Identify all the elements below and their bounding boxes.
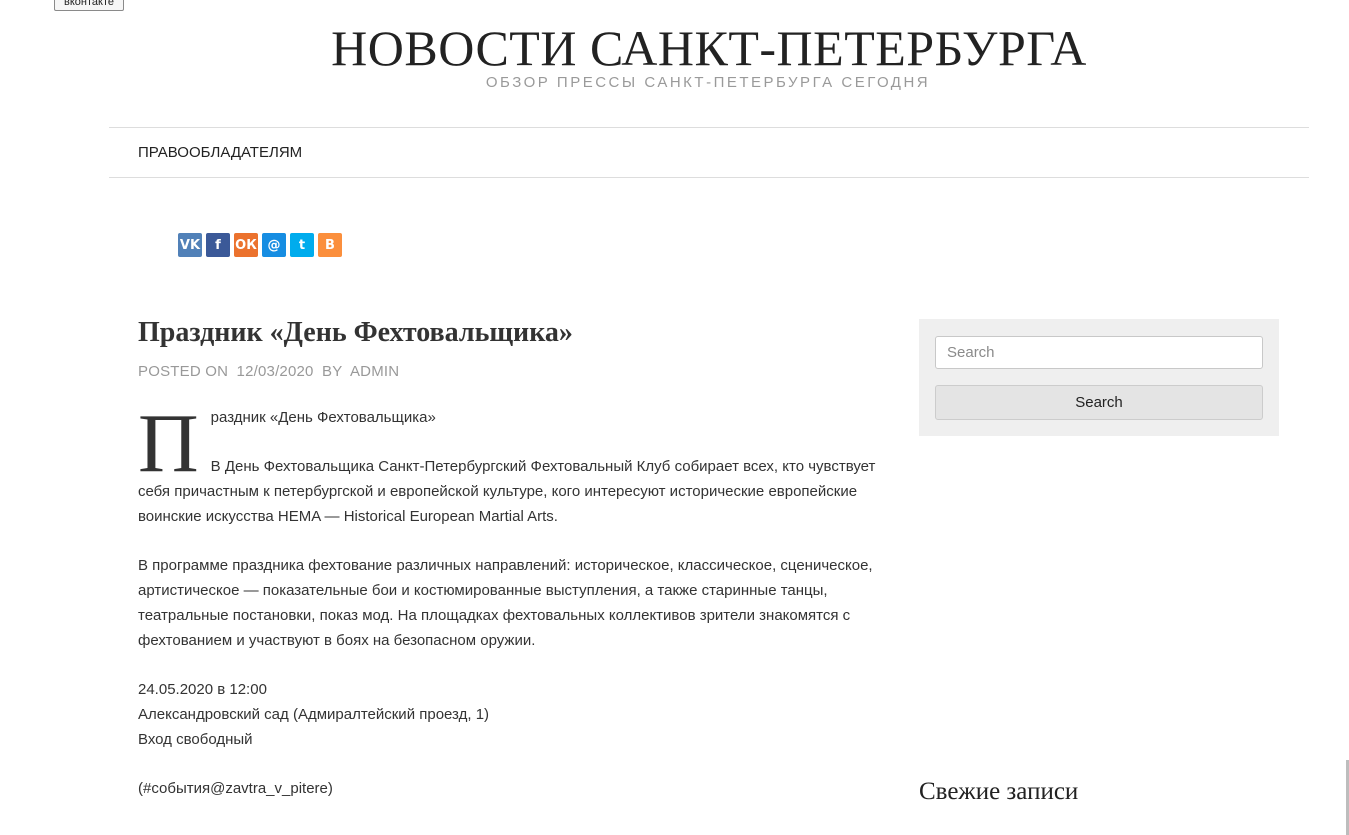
facebook-icon[interactable]: f [206,233,230,257]
search-input[interactable] [935,336,1263,369]
post-author-link[interactable]: ADMIN [349,363,400,380]
event-entry: Вход свободный [138,731,253,748]
moimir-icon[interactable]: @ [262,233,286,257]
post-first-line: раздник «День Фехтовальщика» [210,409,436,426]
blogger-icon[interactable]: B [318,233,342,257]
post-content [138,397,886,825]
event-details [138,677,886,752]
post-meta [138,363,403,381]
odnoklassniki-icon[interactable]: ОК [234,233,258,257]
dropcap: П [138,397,199,490]
vkontakte-tab[interactable]: вконтакте [54,0,124,11]
post-title[interactable]: Праздник «День Фехтовальщика» [138,317,573,348]
post-paragraph: В День Фехтовальщика Санкт-Петербургский Фехтовальный Клуб собирает всех, кто чувствует себя причастным к петербургской и европейской культуре, кого интересуют исторические европейские воинские искусства HEMA — Historical European Martial Arts. [138,458,876,525]
event-place: Александровский сад (Адмиралтейский проезд, 1) [138,706,490,723]
main-nav [109,127,1309,178]
search-button[interactable]: Search [935,385,1263,420]
nav-item-copyright-holders[interactable]: ПРАВООБЛАДАТЕЛЯМ [138,144,303,161]
posted-on-label: POSTED ON [138,363,229,380]
event-datetime: 24.05.2020 в 12:00 [138,681,267,698]
twitter-icon[interactable]: t [290,233,314,257]
site-title[interactable]: НОВОСТИ САНКТ-ПЕТЕРБУРГА [331,20,1087,76]
share-buttons [178,233,342,257]
post-source: (#события@zavtra_v_pitere) [138,780,333,797]
post-first-paragraph [138,397,886,490]
post-paragraph: В программе праздника фехтование различных направлений: историческое, классическое, сценическое, артистическое — показательные бои и костюмированные выступления, а также старинные танцы, театральные постановки, показ мод. На площадках фехтовальных коллективов зрители знакомятся с фехтованием и участвуют в боях на безопасном оружии. [138,557,873,649]
search-widget [919,319,1279,436]
post-date-link[interactable]: 12/03/2020 [236,363,314,380]
recent-posts-title: Свежие записи [919,778,1079,805]
by-label: BY [321,363,343,380]
vk-icon[interactable]: VK [178,233,202,257]
site-description: ОБЗОР ПРЕССЫ САНКТ-ПЕТЕРБУРГА СЕГОДНЯ [485,74,931,91]
